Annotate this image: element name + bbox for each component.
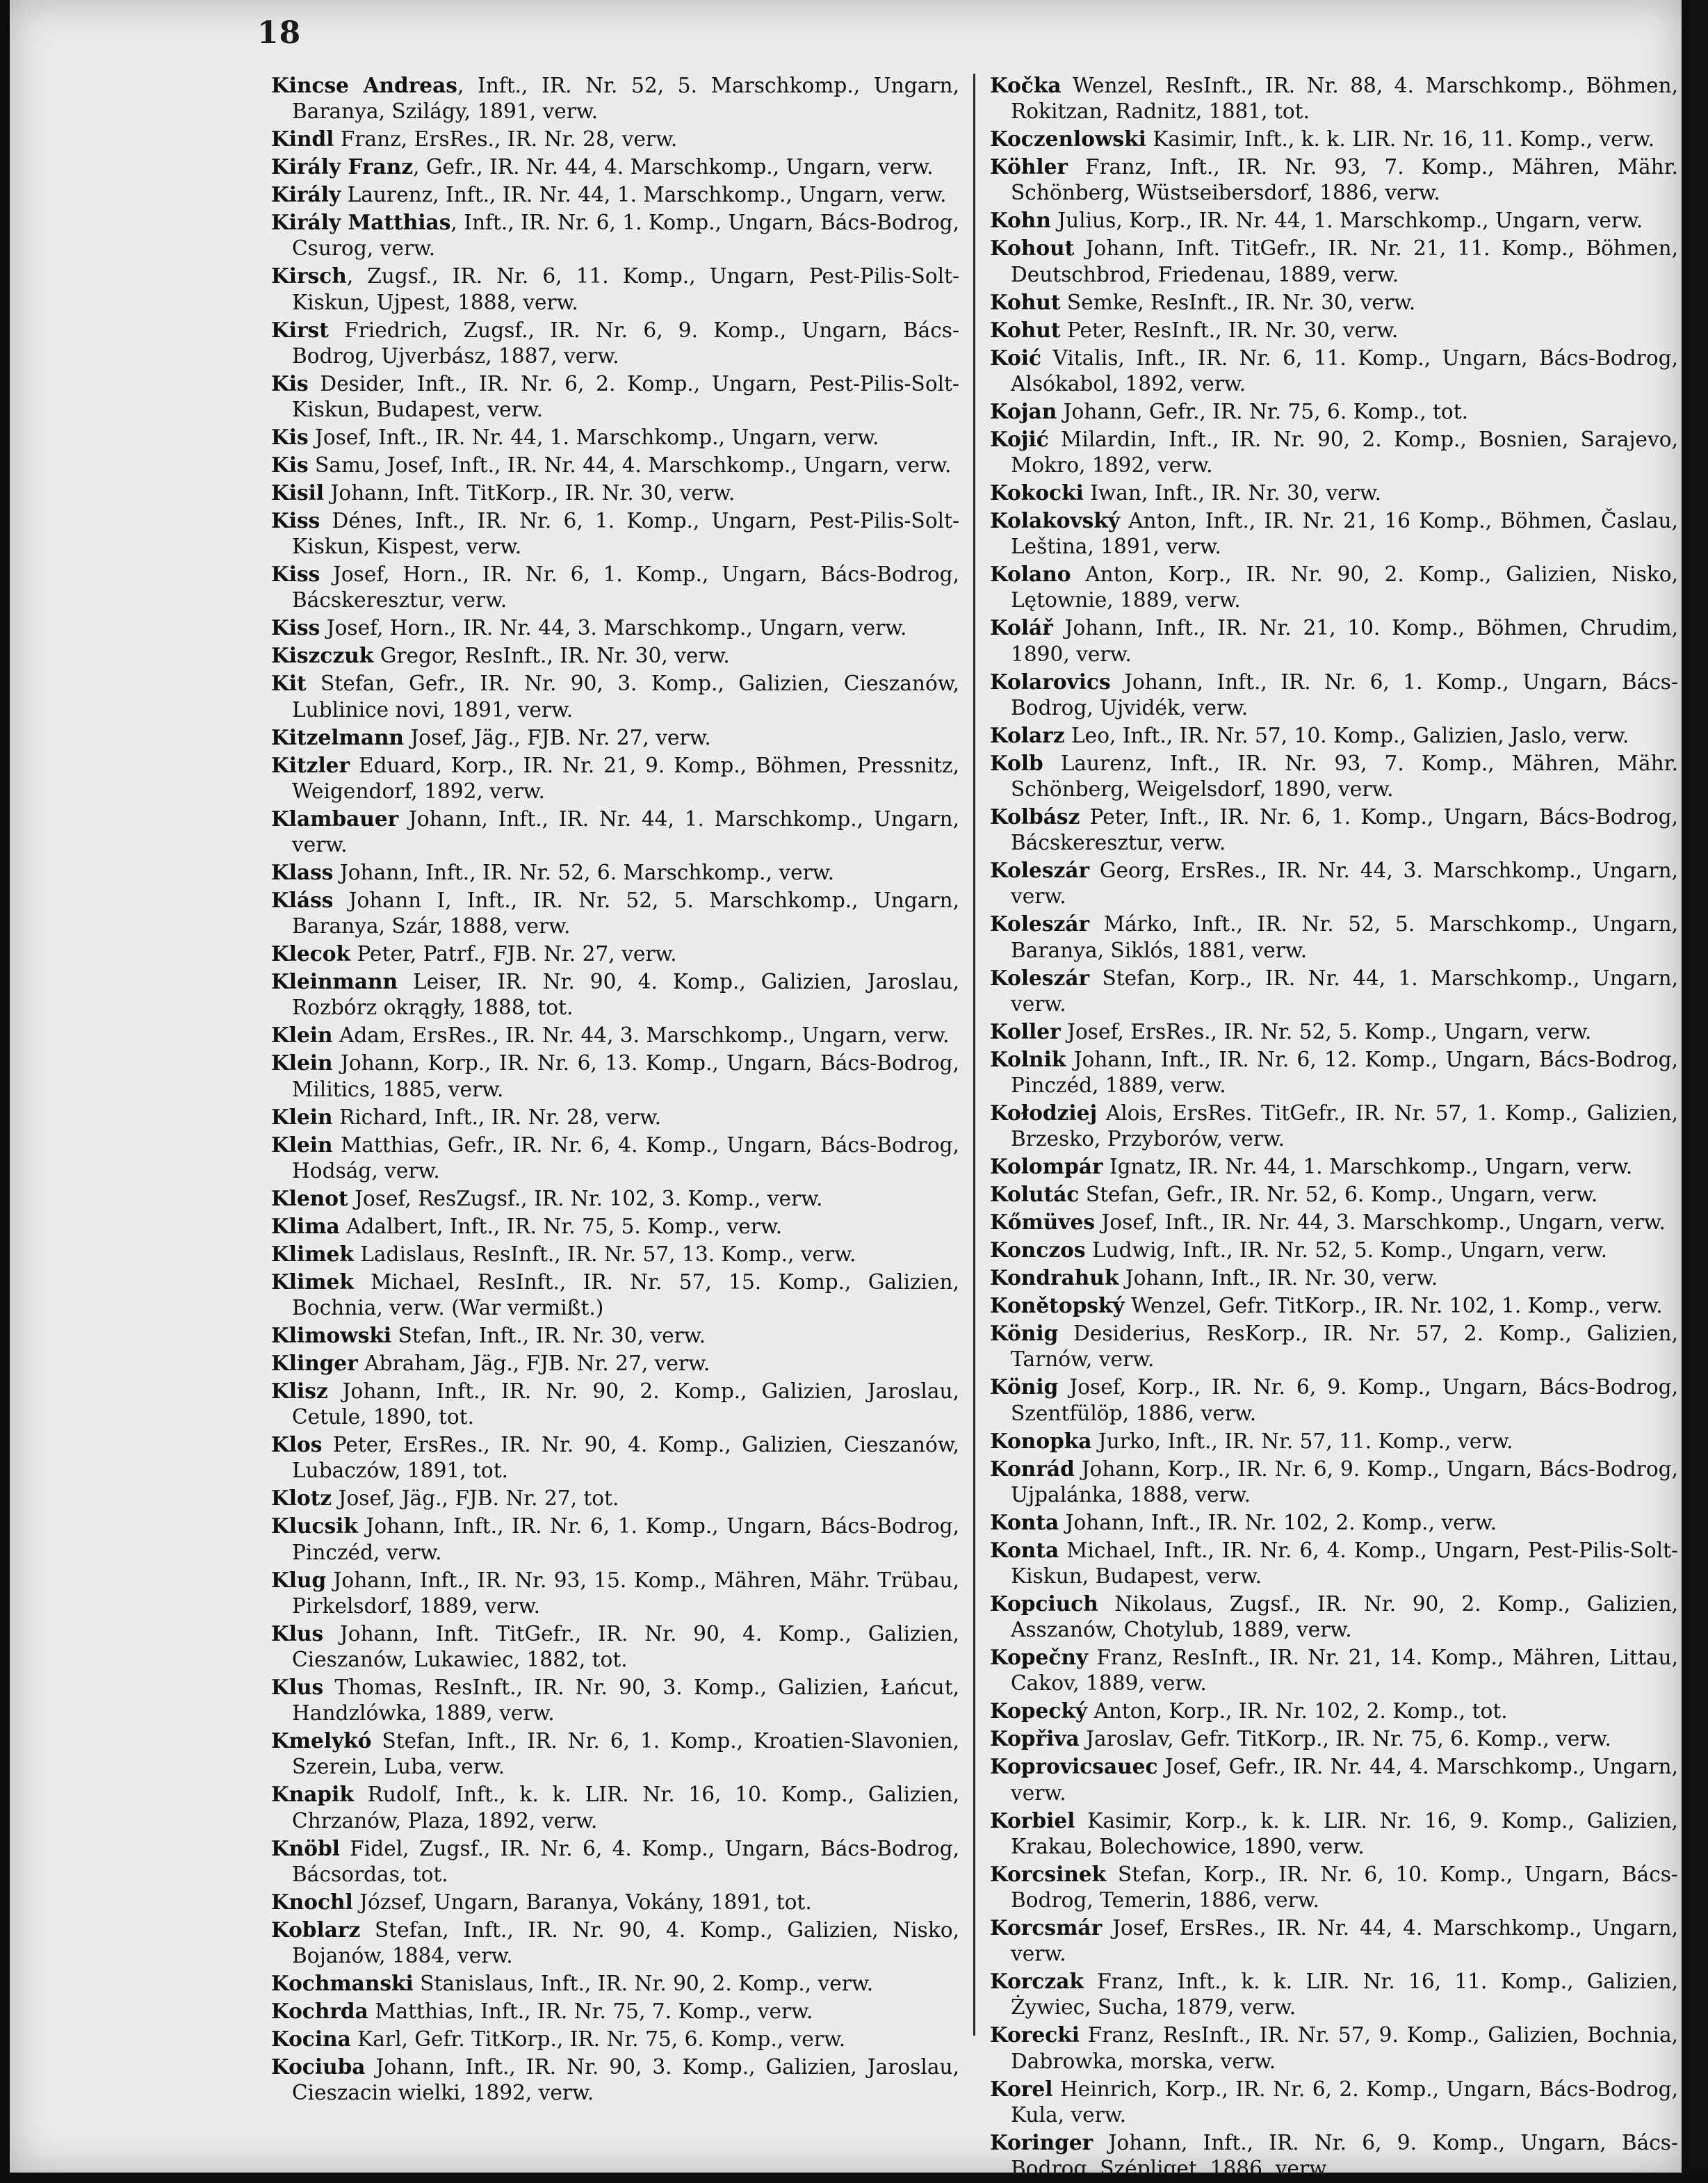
entry-details: Anton, Inft., IR. Nr. 21, 16 Komp., Böhmen, Časlau, Leština, 1891, verw. bbox=[1011, 509, 1678, 559]
entry-details: Johann, Inft., IR. Nr. 90, 3. Komp., Galizien, Jaroslau, Cieszacin wielki, 1892, verw. bbox=[292, 2055, 959, 2105]
entry-details: József, Ungarn, Baranya, Vokány, 1891, tot. bbox=[352, 1890, 812, 1914]
entry-surname: Kiss bbox=[271, 508, 320, 533]
entry-surname: Korcsmár bbox=[990, 1915, 1103, 1940]
list-item bbox=[990, 857, 1678, 909]
entry-surname: Kitzelmann bbox=[271, 724, 405, 749]
entry-surname: Klotz bbox=[271, 1486, 332, 1511]
entry-details: Iwan, Inft., IR. Nr. 30, verw. bbox=[1083, 481, 1382, 505]
column-divider bbox=[973, 74, 975, 2036]
list-item bbox=[271, 1728, 959, 1780]
list-item bbox=[990, 804, 1678, 856]
entry-details: Michael, Inft., IR. Nr. 6, 4. Komp., Ungarn, Pest-Pilis-Solt-Kiskun, Budapest, verw. bbox=[1011, 1538, 1678, 1589]
list-item bbox=[990, 398, 1678, 425]
entry-details: Stefan, Gefr., IR. Nr. 90, 3. Komp., Galizien, Cieszanów, Lublinice novi, 1891, verw. bbox=[292, 672, 959, 722]
list-item bbox=[271, 1104, 959, 1130]
entry-surname: Klisz bbox=[271, 1379, 328, 1404]
entry-details: Matthias, Gefr., IR. Nr. 6, 4. Komp., Ungarn, Bács-Bodrog, Hodság, verw. bbox=[292, 1133, 959, 1183]
entry-details: Johann, Inft., IR. Nr. 102, 2. Komp., verw. bbox=[1059, 1510, 1497, 1534]
entry-surname: Kopřiva bbox=[990, 1726, 1080, 1751]
entry-details: Márko, Inft., IR. Nr. 52, 5. Marschkomp., Ungarn, Baranya, Siklós, 1881, verw. bbox=[1011, 912, 1678, 962]
entry-surname: Kis bbox=[271, 425, 309, 450]
list-item bbox=[271, 806, 959, 858]
list-item bbox=[271, 154, 959, 180]
entry-details: Anton, Korp., IR. Nr. 102, 2. Komp., tot. bbox=[1087, 1699, 1508, 1723]
list-item bbox=[271, 181, 959, 208]
entry-surname: Kohn bbox=[990, 208, 1051, 233]
entry-surname: Klus bbox=[271, 1675, 324, 1700]
entry-surname: Kohout bbox=[990, 236, 1075, 261]
right-column bbox=[990, 72, 1678, 2183]
entry-details: Stefan, Inft., IR. Nr. 90, 4. Komp., Galizien, Nisko, Bojanów, 1884, verw. bbox=[292, 1917, 959, 1968]
list-item bbox=[271, 424, 959, 451]
entry-details: Johann, Inft., IR. Nr. 6, 1. Komp., Ungarn, Bács-Bodrog, Ujvidék, verw. bbox=[1011, 669, 1678, 720]
entry-details: Desider, Inft., IR. Nr. 6, 2. Komp., Ungarn, Pest-Pilis-Solt-Kiskun, Budapest, verw. bbox=[292, 371, 959, 422]
entry-surname: Klein bbox=[271, 1104, 333, 1129]
entry-details: Georg, ErsRes., IR. Nr. 44, 3. Marschkomp., Ungarn, verw. bbox=[1011, 859, 1678, 909]
entry-surname: Klass bbox=[271, 860, 334, 885]
entry-surname: Koller bbox=[990, 1019, 1061, 1044]
entry-surname: Kis bbox=[271, 453, 309, 478]
list-item bbox=[990, 1753, 1678, 1805]
entry-details: Stefan, Korp., IR. Nr. 44, 1. Marschkomp., Ungarn, verw. bbox=[1011, 966, 1678, 1016]
entry-details: , Zugsf., IR. Nr. 6, 11. Komp., Ungarn, Pest-Pilis-Solt-Kiskun, Ujpest, 1888, verw. bbox=[292, 264, 959, 314]
entry-surname: Koić bbox=[990, 345, 1042, 370]
entry-surname: Kojić bbox=[990, 426, 1049, 451]
entry-details: Franz, ResInft., IR. Nr. 21, 14. Komp., Mähren, Littau, Cakov, 1889, verw. bbox=[1011, 1646, 1678, 1696]
entry-details: Leiser, IR. Nr. 90, 4. Komp., Galizien, Jaroslau, Rozbórz okrągły, 1888, tot. bbox=[292, 970, 959, 1020]
entry-details: Josef, Jäg., FJB. Nr. 27, verw. bbox=[404, 725, 711, 749]
entry-details: Kasimir, Inft., k. k. LIR. Nr. 16, 11. Komp., verw. bbox=[1146, 127, 1655, 152]
list-item bbox=[271, 1022, 959, 1048]
list-item bbox=[990, 1237, 1678, 1263]
entry-details: Laurenz, Inft., IR. Nr. 93, 7. Komp., Mähren, Mähr. Schönberg, Weigelsdorf, 1890, verw. bbox=[1011, 751, 1678, 802]
entry-surname: Kolb bbox=[990, 750, 1043, 775]
entry-surname: Kopciuch bbox=[990, 1591, 1098, 1616]
entry-surname: Koringer bbox=[990, 2129, 1093, 2154]
list-item bbox=[271, 508, 959, 560]
list-item bbox=[990, 1153, 1678, 1180]
entry-surname: Kindl bbox=[271, 127, 334, 152]
list-item bbox=[990, 235, 1678, 287]
entry-details: Rudolf, Inft., k. k. LIR. Nr. 16, 10. Komp., Galizien, Chrzanów, Plaza, 1892, verw. bbox=[292, 1783, 959, 1833]
entry-surname: Klinger bbox=[271, 1351, 358, 1376]
entry-details: Josef, Horn., IR. Nr. 6, 1. Komp., Ungarn, Bács-Bodrog, Bácskeresztur, verw. bbox=[292, 562, 959, 612]
entry-details: Johann I, Inft., IR. Nr. 52, 5. Marschkomp., Ungarn, Baranya, Szár, 1888, verw. bbox=[292, 888, 959, 939]
entry-details: Gregor, ResInft., IR. Nr. 30, verw. bbox=[373, 644, 730, 668]
entry-surname: Kolbász bbox=[990, 804, 1080, 829]
entry-details: Johann, Inft., IR. Nr. 6, 9. Komp., Ungarn, Bács-Bodrog, Szépliget, 1886, verw. bbox=[1011, 2130, 1678, 2181]
entry-surname: Klecok bbox=[271, 941, 351, 966]
entry-surname: Kohut bbox=[990, 289, 1061, 314]
entry-details: Ludwig, Inft., IR. Nr. 52, 5. Komp., Ungarn, verw. bbox=[1085, 1238, 1608, 1263]
entry-details: Jaroslav, Gefr. TitKorp., IR. Nr. 75, 6. Komp., verw. bbox=[1079, 1727, 1611, 1751]
list-item bbox=[990, 1861, 1678, 1913]
list-item bbox=[271, 1269, 959, 1321]
list-item bbox=[271, 1889, 959, 1915]
entry-details: Josef, Horn., IR. Nr. 44, 3. Marschkomp., Ungarn, verw. bbox=[320, 616, 907, 640]
entry-surname: Klein bbox=[271, 1132, 333, 1157]
entry-details: Ladislaus, ResInft., IR. Nr. 57, 13. Komp., verw. bbox=[353, 1242, 856, 1266]
list-item bbox=[271, 670, 959, 722]
entry-surname: Konětopský bbox=[990, 1293, 1125, 1318]
list-item bbox=[271, 317, 959, 369]
list-item bbox=[271, 1132, 959, 1184]
page-number: 18 bbox=[257, 15, 302, 51]
list-item bbox=[990, 911, 1678, 963]
list-item bbox=[271, 1485, 959, 1511]
list-item bbox=[271, 1970, 959, 1997]
entry-details: Johann, Gefr., IR. Nr. 75, 6. Komp., tot. bbox=[1057, 399, 1469, 423]
entry-details: Stanislaus, Inft., IR. Nr. 90, 2. Komp., verw. bbox=[413, 1972, 874, 1996]
list-item bbox=[271, 1674, 959, 1726]
entry-surname: Kopečny bbox=[990, 1645, 1089, 1670]
list-item bbox=[990, 1726, 1678, 1752]
entry-details: Desiderius, ResKorp., IR. Nr. 57, 2. Komp., Galizien, Tarnów, verw. bbox=[1011, 1322, 1678, 1372]
entry-surname: Kis bbox=[271, 371, 309, 396]
list-item bbox=[990, 1428, 1678, 1454]
entry-details: Johann, Inft., IR. Nr. 44, 1. Marschkomp., Ungarn, verw. bbox=[292, 806, 959, 857]
entry-details: Johann, Inft. TitGefr., IR. Nr. 90, 4. Komp., Galizien, Cieszanów, Lukawiec, 1882, tot. bbox=[292, 1621, 959, 1672]
list-item bbox=[990, 561, 1678, 613]
entry-details: Johann, Korp., IR. Nr. 6, 13. Komp., Ungarn, Bács-Bodrog, Militics, 1885, verw. bbox=[292, 1051, 959, 1101]
entry-details: Wenzel, Gefr. TitKorp., IR. Nr. 102, 1. Komp., verw. bbox=[1124, 1294, 1663, 1318]
entry-surname: Knapik bbox=[271, 1782, 354, 1807]
entry-surname: Kocina bbox=[271, 2027, 351, 2052]
entry-surname: Kondrahuk bbox=[990, 1265, 1119, 1290]
entry-surname: Kopecký bbox=[990, 1698, 1088, 1723]
list-item bbox=[990, 1265, 1678, 1291]
entry-surname: Kirst bbox=[271, 317, 329, 342]
entry-surname: Király bbox=[271, 182, 341, 207]
entry-surname: Klos bbox=[271, 1432, 323, 1457]
entry-details: Josef, ErsRes., IR. Nr. 44, 4. Marschkomp., Ungarn, verw. bbox=[1011, 1916, 1678, 1966]
list-item bbox=[990, 1320, 1678, 1372]
entry-surname: Knöbl bbox=[271, 1835, 340, 1860]
list-item bbox=[990, 1181, 1678, 1208]
list-item bbox=[271, 263, 959, 315]
list-item bbox=[990, 2129, 1678, 2182]
list-item bbox=[990, 1537, 1678, 1589]
entry-surname: Kit bbox=[271, 671, 307, 696]
entry-details: Johann, Inft., IR. Nr. 30, verw. bbox=[1119, 1266, 1438, 1290]
entry-surname: Kmelykó bbox=[271, 1728, 372, 1753]
entry-details: Michael, ResInft., IR. Nr. 57, 15. Komp., Galizien, Bochnia, verw. (War vermißt.) bbox=[292, 1269, 959, 1320]
list-item bbox=[990, 722, 1678, 749]
list-item bbox=[271, 1378, 959, 1430]
list-item bbox=[271, 2054, 959, 2106]
entry-details: Josef, Korp., IR. Nr. 6, 9. Komp., Ungarn, Bács-Bodrog, Szentfülöp, 1886, verw. bbox=[1011, 1375, 1678, 1425]
entry-details: Adalbert, Inft., IR. Nr. 75, 5. Komp., verw. bbox=[339, 1214, 783, 1238]
entry-details: Stefan, Korp., IR. Nr. 6, 10. Komp., Ungarn, Bács-Bodrog, Temerin, 1886, verw. bbox=[1011, 1862, 1678, 1913]
entry-details: Milardin, Inft., IR. Nr. 90, 2. Komp., Bosnien, Sarajevo, Mokro, 1892, verw. bbox=[1011, 427, 1678, 478]
entry-surname: Kojan bbox=[990, 398, 1057, 423]
list-item bbox=[990, 289, 1678, 316]
list-item bbox=[990, 508, 1678, 560]
entry-details: Julius, Korp., IR. Nr. 44, 1. Marschkomp., Ungarn, verw. bbox=[1050, 209, 1643, 233]
entry-surname: Kleinmann bbox=[271, 969, 398, 994]
entry-surname: Koleszár bbox=[990, 965, 1090, 990]
list-item bbox=[990, 750, 1678, 802]
entry-details: , Inft., IR. Nr. 52, 5. Marschkomp., Ungarn, Baranya, Szilágy, 1891, verw. bbox=[292, 74, 959, 124]
list-item bbox=[990, 615, 1678, 667]
list-item bbox=[990, 207, 1678, 234]
left-column bbox=[271, 72, 959, 2107]
list-item bbox=[271, 1567, 959, 1619]
entry-details: Anton, Korp., IR. Nr. 90, 2. Komp., Galizien, Nisko, Lętownie, 1889, verw. bbox=[1011, 562, 1678, 612]
entry-details: Ignatz, IR. Nr. 44, 1. Marschkomp., Ungarn, verw. bbox=[1103, 1155, 1633, 1179]
list-item bbox=[271, 1185, 959, 1212]
entry-details: Johann, Inft. TitKorp., IR. Nr. 30, verw. bbox=[324, 481, 735, 505]
entry-details: Heinrich, Korp., IR. Nr. 6, 2. Komp., Ungarn, Bács-Bodrog, Kula, verw. bbox=[1011, 2077, 1678, 2127]
entry-details: Stefan, Inft., IR. Nr. 30, verw. bbox=[391, 1324, 706, 1348]
entry-surname: Kiss bbox=[271, 615, 320, 640]
list-item bbox=[990, 2022, 1678, 2074]
entry-details: Josef, ErsRes., IR. Nr. 52, 5. Komp., Ungarn, verw. bbox=[1060, 1019, 1592, 1044]
list-item bbox=[271, 72, 959, 124]
entry-surname: Klenot bbox=[271, 1185, 348, 1210]
list-item bbox=[271, 968, 959, 1021]
entry-surname: Klima bbox=[271, 1213, 340, 1238]
entry-surname: Király Matthias bbox=[271, 210, 451, 235]
entry-surname: Kolnik bbox=[990, 1046, 1066, 1071]
list-item bbox=[271, 1998, 959, 2024]
list-item bbox=[990, 1644, 1678, 1696]
entry-details: Eduard, Korp., IR. Nr. 21, 9. Komp., Böhmen, Pressnitz, Weigendorf, 1892, verw. bbox=[292, 753, 959, 803]
entry-surname: Király Franz bbox=[271, 154, 414, 179]
entry-details: Peter, ErsRes., IR. Nr. 90, 4. Komp., Galizien, Cieszanów, Lubaczów, 1891, tot. bbox=[292, 1433, 959, 1483]
entry-surname: Koczenlowski bbox=[990, 127, 1146, 152]
entry-surname: Klucsik bbox=[271, 1514, 358, 1539]
list-item bbox=[271, 1781, 959, 1833]
entry-details: Leo, Inft., IR. Nr. 57, 10. Komp., Galizien, Jaslo, verw. bbox=[1064, 723, 1629, 747]
entry-surname: Klug bbox=[271, 1567, 327, 1592]
list-item bbox=[271, 887, 959, 939]
list-item bbox=[271, 480, 959, 506]
entry-surname: Korczak bbox=[990, 1969, 1084, 1994]
entry-surname: Kolompár bbox=[990, 1154, 1103, 1179]
entry-surname: Klimowski bbox=[271, 1323, 392, 1348]
entry-details: Richard, Inft., IR. Nr. 28, verw. bbox=[332, 1105, 662, 1129]
entry-details: Alois, ErsRes. TitGefr., IR. Nr. 57, 1. Komp., Galizien, Brzesko, Przyborów, verw. bbox=[1011, 1101, 1678, 1151]
entry-surname: Knochl bbox=[271, 1889, 353, 1914]
list-item bbox=[990, 1374, 1678, 1426]
entry-details: Thomas, ResInft., IR. Nr. 90, 3. Komp., Galizien, Łańcut, Handzlówka, 1889, verw. bbox=[292, 1675, 959, 1726]
list-item bbox=[271, 1621, 959, 1673]
entry-surname: Kiss bbox=[271, 562, 320, 587]
list-item bbox=[271, 1431, 959, 1484]
entry-details: Stefan, Inft., IR. Nr. 6, 1. Komp., Kroatien-Slavonien, Szerein, Luba, verw. bbox=[292, 1729, 959, 1779]
list-item bbox=[271, 209, 959, 261]
list-item bbox=[990, 317, 1678, 343]
entry-details: Josef, ResZugsf., IR. Nr. 102, 3. Komp., verw. bbox=[348, 1186, 823, 1210]
entry-surname: Köhler bbox=[990, 154, 1068, 179]
list-item bbox=[271, 1513, 959, 1565]
entry-surname: Kolarz bbox=[990, 722, 1065, 747]
entry-surname: Konta bbox=[990, 1537, 1059, 1562]
entry-surname: Koleszár bbox=[990, 911, 1090, 936]
entry-surname: Kláss bbox=[271, 888, 334, 913]
list-item bbox=[990, 1209, 1678, 1235]
scanned-page bbox=[10, 0, 1682, 2181]
entry-details: Semke, ResInft., IR. Nr. 30, verw. bbox=[1060, 290, 1416, 314]
entry-surname: Kochrda bbox=[271, 1999, 368, 2024]
entry-details: Fidel, Zugsf., IR. Nr. 6, 4. Komp., Ungarn, Bács-Bodrog, Bácsordas, tot. bbox=[292, 1836, 959, 1886]
list-item bbox=[271, 859, 959, 886]
entry-details: Johann, Inft., IR. Nr. 93, 15. Komp., Mähren, Mähr. Trübau, Pirkelsdorf, 1889, verw. bbox=[292, 1568, 959, 1618]
entry-surname: Kolutác bbox=[990, 1182, 1080, 1207]
list-item bbox=[990, 1698, 1678, 1724]
list-item bbox=[271, 1050, 959, 1102]
entry-details: Stefan, Gefr., IR. Nr. 52, 6. Komp., Ungarn, verw. bbox=[1079, 1183, 1598, 1207]
entry-surname: Kincse Andreas bbox=[271, 73, 457, 97]
list-item bbox=[271, 642, 959, 669]
list-item bbox=[990, 1509, 1678, 1536]
entry-details: Johann, Korp., IR. Nr. 6, 9. Komp., Ungarn, Bács-Bodrog, Ujpalánka, 1888, verw. bbox=[1011, 1456, 1678, 1507]
entry-details: Franz, ErsRes., IR. Nr. 28, verw. bbox=[334, 127, 678, 152]
list-item bbox=[990, 1808, 1678, 1860]
entry-surname: Kiszczuk bbox=[271, 643, 374, 668]
entry-details: Nikolaus, Zugsf., IR. Nr. 90, 2. Komp., Galizien, Asszanów, Chotylub, 1889, verw. bbox=[1011, 1592, 1678, 1642]
entry-details: Johann, Inft., IR. Nr. 52, 6. Marschkomp., verw. bbox=[333, 861, 835, 885]
list-item bbox=[990, 1019, 1678, 1045]
entry-details: Peter, ResInft., IR. Nr. 30, verw. bbox=[1060, 318, 1399, 342]
entry-details: Matthias, Inft., IR. Nr. 75, 7. Komp., verw. bbox=[368, 1999, 813, 2024]
list-item bbox=[271, 724, 959, 751]
entry-surname: Kokocki bbox=[990, 480, 1084, 505]
list-item bbox=[990, 1046, 1678, 1098]
entry-surname: Korel bbox=[990, 2076, 1053, 2101]
entry-details: Friedrich, Zugsf., IR. Nr. 6, 9. Komp., Ungarn, Bács-Bodrog, Ujverbász, 1887, verw. bbox=[292, 318, 959, 368]
list-item bbox=[990, 1591, 1678, 1643]
list-item bbox=[990, 2076, 1678, 2128]
entry-surname: Korcsinek bbox=[990, 1861, 1107, 1886]
list-item bbox=[271, 452, 959, 478]
entry-surname: Kolano bbox=[990, 562, 1071, 587]
entry-details: Johann, Inft. TitGefr., IR. Nr. 21, 11. Komp., Böhmen, Deutschbrod, Friedenau, 1889, verw. bbox=[1011, 236, 1678, 286]
entry-details: Josef, Inft., IR. Nr. 44, 1. Marschkomp., Ungarn, verw. bbox=[308, 425, 879, 450]
entry-details: Karl, Gefr. TitKorp., IR. Nr. 75, 6. Komp., verw. bbox=[350, 2027, 846, 2052]
scan-border bbox=[1687, 0, 1708, 2173]
list-item bbox=[990, 965, 1678, 1017]
entry-surname: Klein bbox=[271, 1023, 333, 1048]
entry-surname: Kolakovský bbox=[990, 508, 1121, 533]
entry-surname: König bbox=[990, 1374, 1059, 1399]
entry-details: Josef, Inft., IR. Nr. 44, 3. Marschkomp., Ungarn, verw. bbox=[1094, 1210, 1666, 1235]
list-item bbox=[990, 126, 1678, 152]
entry-details: Johann, Inft., IR. Nr. 6, 1. Komp., Ungarn, Bács-Bodrog, Pinczéd, verw. bbox=[292, 1514, 959, 1564]
entry-details: Kasimir, Korp., k. k. LIR. Nr. 16, 9. Komp., Galizien, Krakau, Bolechowice, 1890, verw. bbox=[1011, 1808, 1678, 1858]
entry-surname: Kolarovics bbox=[990, 669, 1111, 694]
entry-surname: Konta bbox=[990, 1509, 1059, 1534]
entry-surname: Koblarz bbox=[271, 1917, 361, 1942]
entry-surname: Kołodziej bbox=[990, 1101, 1098, 1126]
list-item bbox=[271, 2026, 959, 2052]
entry-surname: Koleszár bbox=[990, 858, 1090, 883]
entry-details: Vitalis, Inft., IR. Nr. 6, 11. Komp., Ungarn, Bács-Bodrog, Alsókabol, 1892, verw. bbox=[1011, 346, 1678, 396]
list-item bbox=[990, 426, 1678, 478]
list-item bbox=[271, 1241, 959, 1267]
list-item bbox=[271, 941, 959, 967]
entry-surname: Kőmüves bbox=[990, 1210, 1095, 1235]
list-item bbox=[990, 480, 1678, 506]
entry-details: Franz, Inft., k. k. LIR. Nr. 16, 11. Komp., Galizien, Żywiec, Sucha, 1879, verw. bbox=[1011, 1970, 1678, 2020]
entry-details: Johann, Inft., IR. Nr. 90, 2. Komp., Galizien, Jaroslau, Cetule, 1890, tot. bbox=[292, 1379, 959, 1429]
list-item bbox=[990, 1456, 1678, 1508]
entry-surname: Konczos bbox=[990, 1237, 1086, 1263]
list-item bbox=[990, 1292, 1678, 1319]
entry-details: Jurko, Inft., IR. Nr. 57, 11. Komp., verw. bbox=[1091, 1429, 1513, 1453]
entry-surname: Klus bbox=[271, 1621, 324, 1646]
entry-surname: Klambauer bbox=[271, 806, 399, 831]
entry-surname: Kohut bbox=[990, 317, 1061, 342]
entry-details: , Gefr., IR. Nr. 44, 4. Marschkomp., Ungarn, verw. bbox=[413, 155, 934, 179]
list-item bbox=[990, 1915, 1678, 1967]
list-item bbox=[271, 126, 959, 152]
list-item bbox=[271, 1917, 959, 1969]
entry-surname: Klimek bbox=[271, 1269, 354, 1294]
list-item bbox=[271, 1213, 959, 1240]
entry-details: , Inft., IR. Nr. 6, 1. Komp., Ungarn, Bács-Bodrog, Csurog, verw. bbox=[292, 211, 959, 261]
entry-surname: Klein bbox=[271, 1050, 333, 1076]
entry-details: Johann, Inft., IR. Nr. 21, 10. Komp., Böhmen, Chrudim, 1890, verw. bbox=[1011, 616, 1678, 666]
entry-details: Josef, Jäg., FJB. Nr. 27, tot. bbox=[332, 1486, 619, 1511]
list-item bbox=[990, 345, 1678, 397]
entry-surname: Klimek bbox=[271, 1241, 354, 1266]
entry-details: Dénes, Inft., IR. Nr. 6, 1. Komp., Ungarn, Pest-Pilis-Solt-Kiskun, Kispest, verw. bbox=[292, 509, 959, 559]
entry-surname: Kočka bbox=[990, 73, 1062, 97]
entry-surname: Konopka bbox=[990, 1428, 1092, 1453]
list-item bbox=[271, 1835, 959, 1888]
list-item bbox=[271, 371, 959, 423]
list-item bbox=[990, 1968, 1678, 2020]
list-item bbox=[271, 1322, 959, 1349]
list-item bbox=[990, 669, 1678, 721]
list-item bbox=[271, 561, 959, 613]
entry-details: Johann, Inft., IR. Nr. 6, 12. Komp., Ungarn, Bács-Bodrog, Pinczéd, 1889, verw. bbox=[1011, 1047, 1678, 1098]
entry-surname: Kochmanski bbox=[271, 1971, 414, 1996]
entry-surname: Korbiel bbox=[990, 1808, 1075, 1833]
list-item bbox=[271, 615, 959, 641]
entry-details: Franz, ResInft., IR. Nr. 57, 9. Komp., Galizien, Bochnia, Dabrowka, morska, verw. bbox=[1011, 2023, 1678, 2073]
entry-details: Peter, Patrf., FJB. Nr. 27, verw. bbox=[350, 942, 677, 966]
entry-surname: Koprovicsauec bbox=[990, 1754, 1158, 1779]
entry-surname: Kisil bbox=[271, 480, 325, 505]
entry-details: Abraham, Jäg., FJB. Nr. 27, verw. bbox=[357, 1352, 710, 1376]
list-item bbox=[271, 752, 959, 804]
entry-surname: Kitzler bbox=[271, 752, 350, 777]
entry-surname: Kociuba bbox=[271, 2054, 366, 2079]
entry-details: Franz, Inft., IR. Nr. 93, 7. Komp., Mähren, Mähr. Schönberg, Wüstseibersdorf, 1886, verw. bbox=[1011, 155, 1678, 205]
list-item bbox=[271, 1350, 959, 1377]
entry-details: Samu, Josef, Inft., IR. Nr. 44, 4. Marschkomp., Ungarn, verw. bbox=[308, 453, 952, 478]
entry-details: Josef, Gefr., IR. Nr. 44, 4. Marschkomp., Ungarn, verw. bbox=[1011, 1755, 1678, 1805]
list-item bbox=[990, 154, 1678, 206]
list-item bbox=[990, 1100, 1678, 1152]
list-item bbox=[990, 72, 1678, 124]
entry-details: Adam, ErsRes., IR. Nr. 44, 3. Marschkomp., Ungarn, verw. bbox=[332, 1023, 950, 1048]
entry-details: Laurenz, Inft., IR. Nr. 44, 1. Marschkomp., Ungarn, verw. bbox=[341, 183, 947, 207]
entry-surname: Korecki bbox=[990, 2022, 1080, 2047]
entry-surname: Kolář bbox=[990, 615, 1053, 640]
entry-surname: Konrád bbox=[990, 1456, 1075, 1481]
entry-details: Wenzel, ResInft., IR. Nr. 88, 4. Marschkomp., Böhmen, Rokitzan, Radnitz, 1881, tot. bbox=[1011, 74, 1678, 124]
entry-surname: Kirsch bbox=[271, 263, 347, 289]
entry-surname: König bbox=[990, 1321, 1059, 1346]
entry-details: Peter, Inft., IR. Nr. 6, 1. Komp., Ungarn, Bács-Bodrog, Bácskeresztur, verw. bbox=[1011, 805, 1678, 855]
